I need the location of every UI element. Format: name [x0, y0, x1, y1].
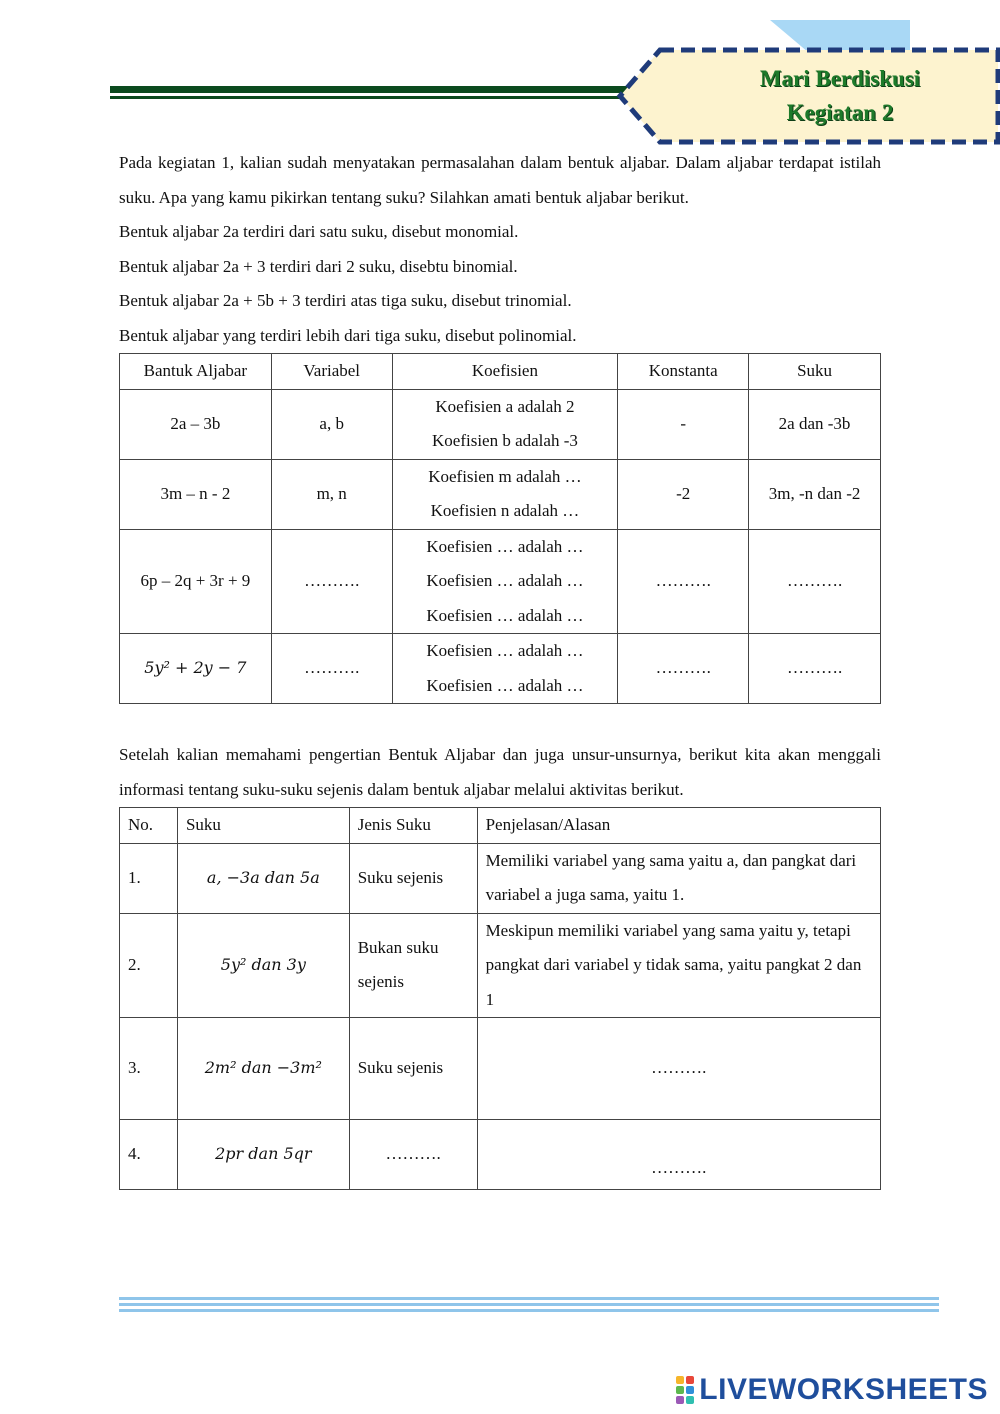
monomial-text: Bentuk aljabar 2a terdiri dari satu suku, disebut monomial. — [119, 222, 519, 241]
coefficient-line: Koefisien b adalah -3 — [432, 431, 578, 450]
coefficient-cell[interactable] — [392, 529, 618, 634]
coefficient-cell — [392, 389, 618, 459]
table-header-row — [120, 808, 881, 844]
constant-answer-field[interactable]: ………. — [618, 634, 749, 704]
table-row — [120, 1018, 881, 1120]
coefficient-line: Koefisien a adalah 2 — [435, 396, 575, 416]
row-number: 2. — [120, 913, 178, 1018]
terms-cell: 3m, -n dan -2 — [749, 459, 881, 529]
table-row — [120, 389, 881, 459]
row-number: 4. — [120, 1120, 178, 1190]
type-cell: Suku sejenis — [349, 1018, 477, 1120]
table-row — [120, 843, 881, 913]
brand-name: LIVEWORKSHEETS — [699, 1373, 988, 1406]
coefficient-line: Koefisien … adalah … — [426, 675, 584, 695]
constant-cell: - — [618, 389, 749, 459]
table-row — [120, 529, 881, 634]
table-row — [120, 1120, 881, 1190]
variable-answer-field[interactable]: ………. — [271, 529, 392, 634]
reason-answer-field[interactable]: ………. — [477, 1018, 880, 1120]
coefficient-line: Koefisien … adalah … — [426, 571, 584, 590]
activity-paragraph: Setelah kalian memahami pengertian Bentuk Aljabar dan juga unsur-unsurnya, berikut kita akan menggali informasi tentang suku-suku sejenis dalam bentuk aljabar melalui aktivitas berikut. — [119, 745, 881, 799]
polynomial-text: Bentuk aljabar yang terdiri lebih dari tiga suku, disebut polinomial. — [119, 325, 577, 345]
coefficient-line: Koefisien … adalah … — [426, 605, 584, 625]
intro-paragraph: Pada kegiatan 1, kalian sudah menyatakan permasalahan dalam bentuk aljabar. Dalam aljabar terdapat istilah suku. Apa yang kamu pikirkan tentang suku? Silahkan amati bentuk aljabar berikut. — [119, 153, 881, 207]
terms-cell: 2m² dan −3m² — [177, 1018, 349, 1120]
table-row — [120, 459, 881, 529]
table-header-row — [120, 354, 881, 390]
column-header: Variabel — [271, 354, 392, 390]
column-header: Suku — [177, 808, 349, 844]
expression-cell: 6p – 2q + 3r + 9 — [120, 529, 272, 634]
type-cell: Suku sejenis — [349, 843, 477, 913]
badge-title-line2: Kegiatan 2 — [786, 100, 894, 125]
terms-cell: a, −3a dan 5a — [177, 843, 349, 913]
coefficient-cell — [392, 459, 618, 529]
activity-badge — [610, 18, 1000, 158]
column-header: Koefisien — [392, 354, 618, 390]
worksheet-content — [119, 146, 881, 1190]
like-terms-table — [119, 807, 881, 1190]
column-header: Penjelasan/Alasan — [477, 808, 880, 844]
terms-cell: 5y² dan 3y — [177, 913, 349, 1018]
variable-cell: a, b — [271, 389, 392, 459]
coefficient-line: Koefisien m adalah … — [428, 466, 582, 486]
reason-answer-field[interactable]: ………. — [477, 1120, 880, 1190]
trinomial-text: Bentuk aljabar 2a + 5b + 3 terdiri atas tiga suku, disebut trinomial. — [119, 291, 572, 310]
row-number: 1. — [120, 843, 178, 913]
table-row — [120, 913, 881, 1018]
constant-cell: -2 — [618, 459, 749, 529]
expression-cell: 5y² + 2y − 7 — [120, 634, 272, 704]
column-header: Jenis Suku — [349, 808, 477, 844]
table-row — [120, 634, 881, 704]
column-header: Konstanta — [618, 354, 749, 390]
type-answer-field[interactable]: ………. — [349, 1120, 477, 1190]
row-number: 3. — [120, 1018, 178, 1120]
brand-logo-icon — [676, 1376, 694, 1404]
expression-cell: 2a – 3b — [120, 389, 272, 459]
reason-cell: Memiliki variabel yang sama yaitu a, dan pangkat dari variabel a juga sama, yaitu 1. — [477, 843, 880, 913]
reason-cell: Meskipun memiliki variabel yang sama yaitu y, tetapi pangkat dari variabel y tidak sama, yaitu pangkat 2 dan 1 — [477, 913, 880, 1018]
constant-answer-field[interactable]: ………. — [618, 529, 749, 634]
column-header: Bantuk Aljabar — [120, 354, 272, 390]
binomial-text: Bentuk aljabar 2a + 3 terdiri dari 2 suku, disebtu binomial. — [119, 256, 518, 276]
type-cell: Bukan suku sejenis — [349, 913, 477, 1018]
expression-cell: 3m – n - 2 — [120, 459, 272, 529]
coefficient-line: Koefisien … adalah … — [426, 536, 584, 556]
terms-answer-field[interactable]: ………. — [749, 529, 881, 634]
liveworksheets-logo — [676, 1373, 988, 1407]
column-header: Suku — [749, 354, 881, 390]
column-header: No. — [120, 808, 178, 844]
variable-cell: m, n — [271, 459, 392, 529]
coefficient-line: Koefisien … adalah … — [426, 641, 584, 660]
variable-answer-field[interactable]: ………. — [271, 634, 392, 704]
footer-rule — [119, 1297, 939, 1315]
terms-answer-field[interactable]: ………. — [749, 634, 881, 704]
terms-cell: 2a dan -3b — [749, 389, 881, 459]
coefficient-line: Koefisien n adalah … — [430, 501, 580, 520]
badge-title-line1: Mari Berdiskusi — [759, 66, 921, 91]
coefficient-cell[interactable] — [392, 634, 618, 704]
terms-cell: 2pr dan 5qr — [177, 1120, 349, 1190]
header-rule — [110, 86, 630, 99]
algebra-table — [119, 353, 881, 704]
